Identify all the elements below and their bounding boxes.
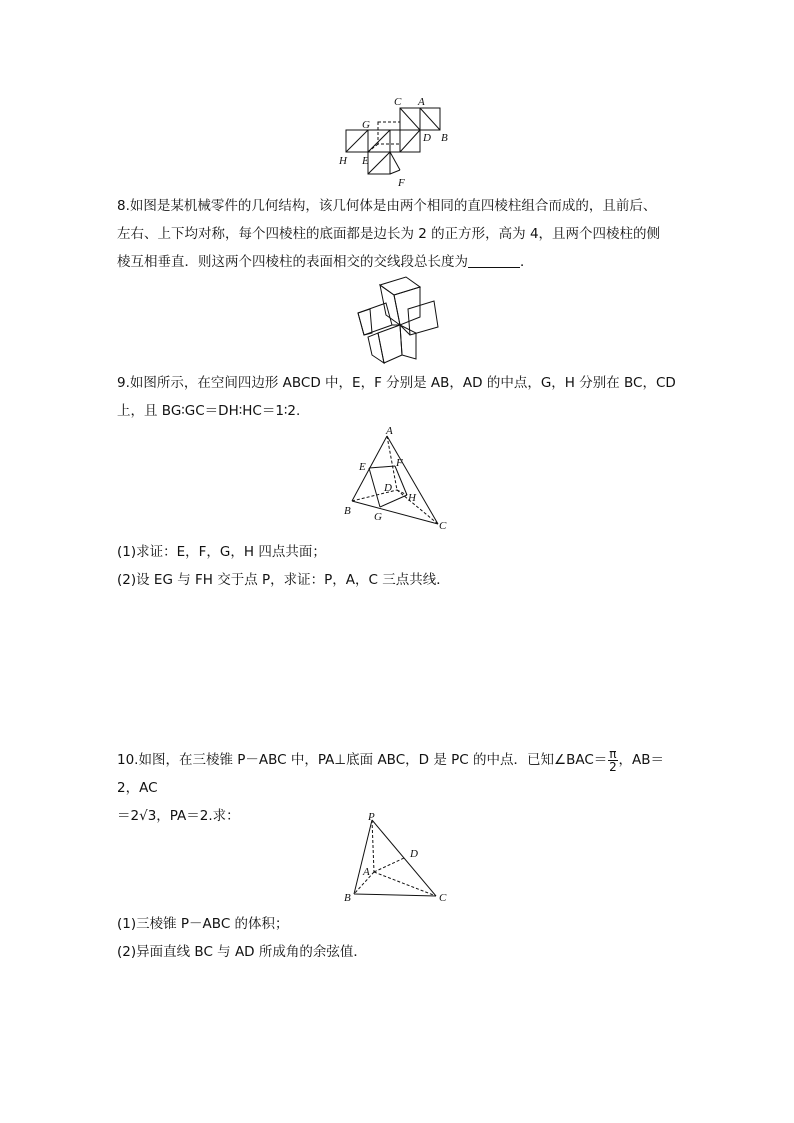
fig10-label-d: D xyxy=(410,848,418,860)
q9-line-2: 上，且 BG∶GC＝DH∶HC＝1∶2. xyxy=(117,403,301,419)
q10-line-1: 10.如图，在三棱锥 P－ABC 中，PA⊥底面 ABC，D 是 PC 的中点．已知∠BAC＝ $\frac{\pi}{2}$ ，AB＝2，AC xyxy=(117,746,664,796)
fig10-label-a: A xyxy=(363,866,370,878)
fig7-label-f: F xyxy=(398,177,405,189)
question-9-parts xyxy=(117,538,683,594)
pi-over-2-fraction: $\frac{\pi}{2}$ xyxy=(609,746,617,774)
triangular-pyramid-figure xyxy=(338,812,458,906)
question-9 xyxy=(117,369,683,425)
fig7-label-a: A xyxy=(418,96,425,108)
question-10-parts xyxy=(117,910,683,966)
q8-line-1: 8.如图是某机械零件的几何结构，该几何体是由两个相同的直四棱柱组合而成的，且前后、 xyxy=(117,198,657,214)
fig9-label-e: E xyxy=(359,461,366,473)
fig7-label-h: H xyxy=(339,155,347,167)
q10-line-2: ＝2√3，PA＝2.求： xyxy=(117,808,240,824)
fig7-label-d: D xyxy=(423,132,431,144)
fig10-label-b: B xyxy=(344,892,351,904)
fig7-label-b: B xyxy=(441,132,448,144)
q10-part-1: (1)三棱锥 P－ABC 的体积； xyxy=(117,916,289,932)
q9-line-1: 9.如图所示，在空间四边形 ABCD 中，E，F 分别是 AB，AD 的中点，G，H 分别在 BC，CD xyxy=(117,375,676,391)
fig7-label-g: G xyxy=(362,119,370,131)
fig9-label-b: B xyxy=(344,505,351,517)
fig9-label-f: F xyxy=(396,457,403,469)
q8-line-3: 棱互相垂直．则这两个四棱柱的表面相交的交线段总长度为 ． xyxy=(117,254,534,270)
q9-part-2: (2)设 EG 与 FH 交于点 P，求证：P，A，C 三点共线． xyxy=(117,572,450,588)
q10-part-2: (2)异面直线 BC 与 AD 所成角的余弦值． xyxy=(117,944,367,960)
q9-part-1: (1)求证：E，F，G，H 四点共面； xyxy=(117,544,326,560)
fig9-label-h: H xyxy=(408,492,416,504)
fig7-label-e: E xyxy=(362,155,369,167)
fig9-label-d: D xyxy=(384,482,392,494)
q8-line-2: 左右、上下均对称，每个四棱柱的底面都是边长为 2 的正方形，高为 4，且两个四棱柱的侧 xyxy=(117,226,661,242)
spatial-quadrilateral-figure xyxy=(340,424,452,534)
fig10-label-c: C xyxy=(439,892,447,904)
cube-net-figure xyxy=(336,94,466,190)
crossed-prisms-figure xyxy=(350,273,445,368)
fig9-label-a: A xyxy=(386,425,393,437)
answer-blank xyxy=(468,253,520,268)
fig9-label-g: G xyxy=(374,511,382,523)
fig9-label-c: C xyxy=(439,520,447,532)
question-8 xyxy=(117,192,683,276)
fig7-label-c: C xyxy=(394,96,402,108)
fig10-label-p: P xyxy=(368,812,375,823)
